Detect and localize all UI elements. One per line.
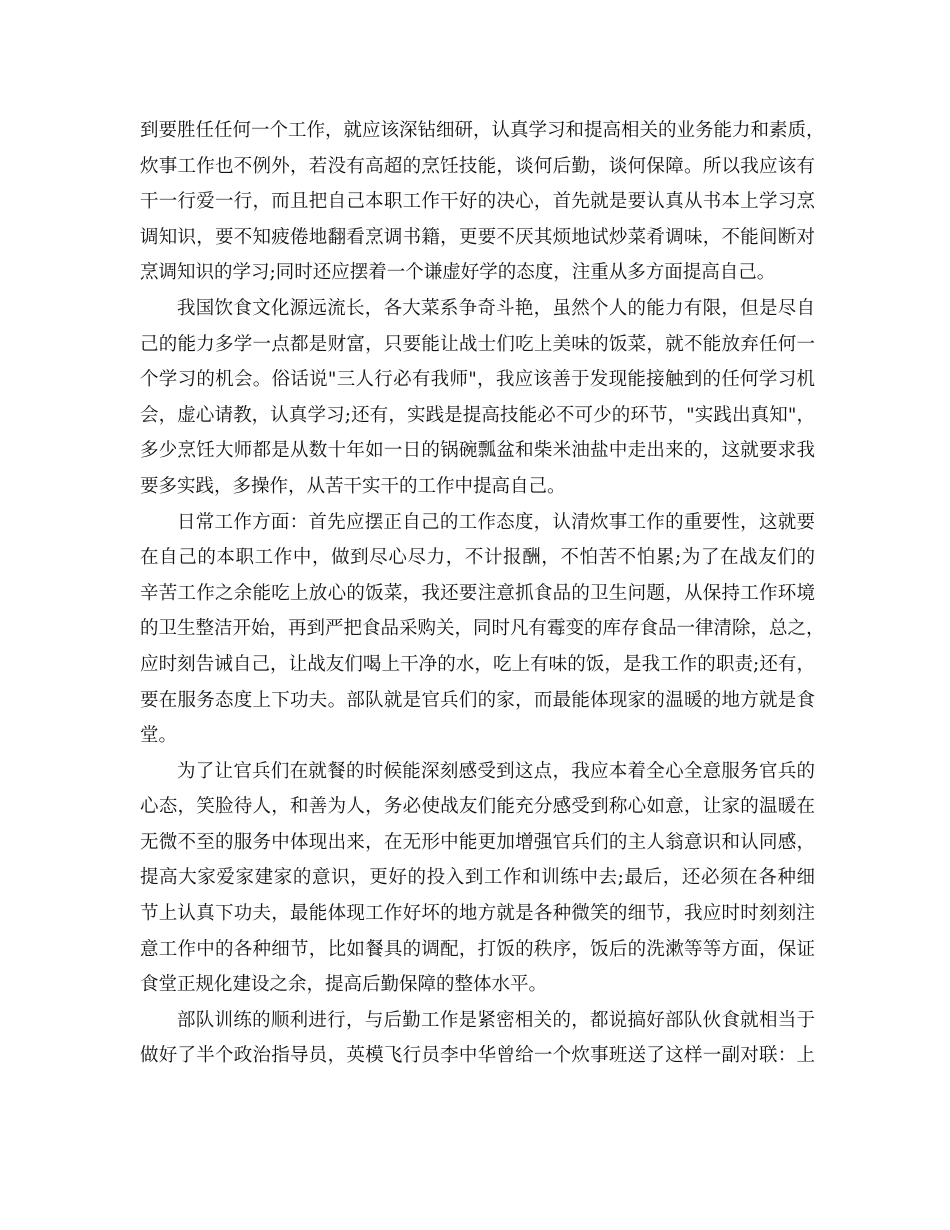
text-line: 心态，笑脸待人，和善为人，务必使战友们能充分感受到称心如意，让家的温暖在 bbox=[140, 796, 815, 818]
text-line: 节上认真下功夫，最能体现工作好坏的地方就是各种微笑的细节，我应时时刻刻注 bbox=[140, 903, 815, 925]
paragraph bbox=[140, 1003, 815, 1074]
text-line: 堂。 bbox=[140, 725, 178, 747]
text-line: 到要胜任任何一个工作，就应该深钻细研，认真学习和提高相关的业务能力和素质， bbox=[140, 120, 825, 141]
text-line: 辛苦工作之余能吃上放心的饭菜，我还要注意抓食品的卫生问题，从保持工作环境 bbox=[140, 582, 815, 604]
text-line: 的卫生整洁开始，再到严把食品采购关，同时凡有霉变的库存食品一律清除，总之， bbox=[140, 618, 825, 640]
text-line: 调知识，要不知疲倦地翻看烹调书籍，更要不厌其烦地试炒菜肴调味，不能间断对 bbox=[140, 226, 815, 248]
text-line: 为了让官兵们在就餐的时候能深刻感受到这点，我应本着全心全意服务官兵的 bbox=[177, 760, 815, 782]
text-line: 会，虚心请教，认真学习;还有，实践是提高技能必不可少的环节，"实践出真知"， bbox=[140, 404, 815, 426]
text-line: 要在服务态度上下功夫。部队就是官兵们的家，而最能体现家的温暖的地方就是食 bbox=[140, 689, 815, 711]
text-line: 在自己的本职工作中，做到尽心尽力，不计报酬，不怕苦不怕累;为了在战友们的 bbox=[140, 547, 815, 569]
paragraph bbox=[140, 505, 825, 754]
text-line: 做好了半个政治指导员，英模飞行员李中华曾给一个炊事班送了这样一副对联：上 bbox=[140, 1045, 815, 1067]
text-line: 部队训练的顺利进行，与后勤工作是紧密相关的，都说搞好部队伙食就相当于 bbox=[177, 1009, 815, 1031]
text-line: 我国饮食文化源远流长，各大菜系争奇斗艳，虽然个人的能力有限，但是尽自 bbox=[177, 297, 815, 319]
text-line: 应时刻告诫自己，让战友们喝上干净的水，吃上有味的饭，是我工作的职责;还有， bbox=[140, 653, 815, 675]
text-line: 无微不至的服务中体现出来，在无形中能更加增强官兵们的主人翁意识和认同感， bbox=[140, 831, 815, 853]
text-line: 己的能力多学一点都是财富，只要能让战士们吃上美味的饭菜，就不能放弃任何一 bbox=[140, 333, 815, 355]
document-body bbox=[140, 113, 825, 1074]
paragraph bbox=[140, 754, 815, 1003]
text-line: 多少烹饪大师都是从数十年如一日的锅碗瓢盆和柴米油盐中走出来的，这就要求我 bbox=[140, 440, 815, 462]
text-line: 提高大家爱家建家的意识，更好的投入到工作和训练中去;最后，还必须在各种细 bbox=[140, 867, 815, 889]
text-line: 烹调知识的学习;同时还应摆着一个谦虚好学的态度，注重从多方面提高自己。 bbox=[140, 262, 776, 284]
paragraph bbox=[140, 113, 825, 291]
text-line: 个学习的机会。俗话说"三人行必有我师"，我应该善于发现能接触到的任何学习机 bbox=[140, 369, 815, 391]
text-line: 干一行爱一行，而且把自己本职工作干好的决心，首先就是要认真从书本上学习烹 bbox=[140, 191, 815, 213]
text-line: 要多实践，多操作，从苦干实干的工作中提高自己。 bbox=[140, 475, 566, 497]
text-line: 食堂正规化建设之余，提高后勤保障的整体水平。 bbox=[140, 974, 548, 996]
text-line: 意工作中的各种细节，比如餐具的调配，打饭的秩序，饭后的洗漱等等方面，保证 bbox=[140, 938, 815, 960]
text-line: 炊事工作也不例外，若没有高超的烹饪技能，谈何后勤，谈何保障。所以我应该有 bbox=[140, 155, 815, 177]
paragraph bbox=[140, 291, 815, 505]
text-line: 日常工作方面：首先应摆正自己的工作态度，认清炊事工作的重要性，这就要 bbox=[177, 511, 815, 533]
